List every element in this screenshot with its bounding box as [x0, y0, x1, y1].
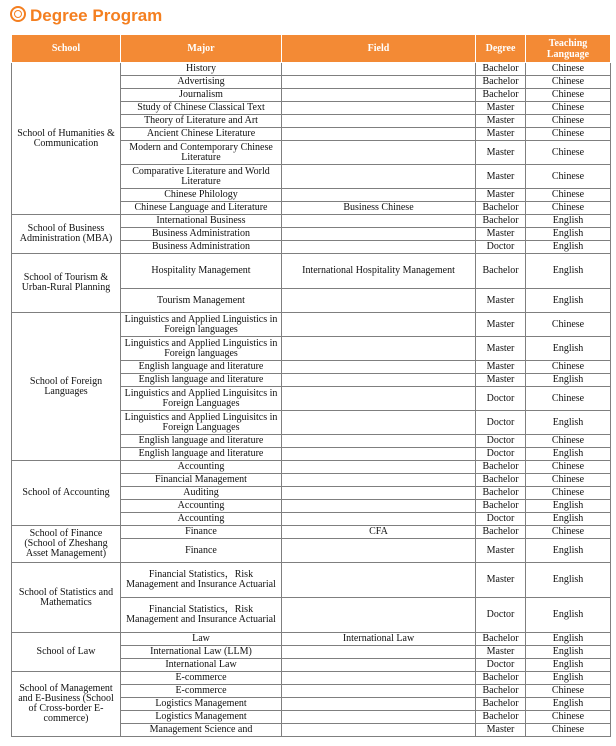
teaching-language-cell: English	[526, 374, 611, 387]
major-cell: Finance	[121, 539, 282, 563]
field-cell	[282, 241, 476, 254]
teaching-language-cell: English	[526, 598, 611, 633]
major-cell: Theory of Literature and Art	[121, 115, 282, 128]
degree-cell: Master	[476, 289, 526, 313]
field-cell: Business Chinese	[282, 202, 476, 215]
field-cell	[282, 215, 476, 228]
teaching-language-cell: Chinese	[526, 487, 611, 500]
degree-cell: Bachelor	[476, 698, 526, 711]
field-cell	[282, 724, 476, 737]
major-cell: E-commerce	[121, 685, 282, 698]
degree-cell: Bachelor	[476, 487, 526, 500]
teaching-language-cell: English	[526, 698, 611, 711]
table-row	[12, 313, 611, 337]
degree-cell: Doctor	[476, 659, 526, 672]
field-cell	[282, 513, 476, 526]
double-circle-icon	[10, 6, 26, 22]
field-cell	[282, 646, 476, 659]
field-cell	[282, 189, 476, 202]
table-row	[12, 526, 611, 539]
table-row	[12, 215, 611, 228]
teaching-language-cell: English	[526, 633, 611, 646]
teaching-language-cell: English	[526, 659, 611, 672]
field-cell: International Hospitality Management	[282, 254, 476, 289]
header-teaching-language: Teaching Language	[526, 35, 611, 63]
field-cell	[282, 165, 476, 189]
degree-cell: Master	[476, 724, 526, 737]
table-row	[12, 461, 611, 474]
field-cell	[282, 141, 476, 165]
teaching-language-cell: Chinese	[526, 461, 611, 474]
teaching-language-cell: Chinese	[526, 165, 611, 189]
major-cell: Tourism Management	[121, 289, 282, 313]
degree-cell: Bachelor	[476, 672, 526, 685]
major-cell: Modern and Contemporary Chinese Literature	[121, 141, 282, 165]
field-cell	[282, 128, 476, 141]
degree-cell: Bachelor	[476, 63, 526, 76]
teaching-language-cell: English	[526, 513, 611, 526]
degree-cell: Bachelor	[476, 526, 526, 539]
teaching-language-cell: Chinese	[526, 435, 611, 448]
teaching-language-cell: Chinese	[526, 361, 611, 374]
degree-cell: Bachelor	[476, 711, 526, 724]
teaching-language-cell: English	[526, 448, 611, 461]
field-cell	[282, 387, 476, 411]
field-cell	[282, 563, 476, 598]
school-cell: School of Accounting	[12, 461, 121, 526]
major-cell: E-commerce	[121, 672, 282, 685]
degree-cell: Master	[476, 102, 526, 115]
field-cell	[282, 487, 476, 500]
field-cell	[282, 539, 476, 563]
teaching-language-cell: Chinese	[526, 89, 611, 102]
degree-cell: Doctor	[476, 241, 526, 254]
teaching-language-cell: English	[526, 646, 611, 659]
major-cell: Financial Statistics，Risk Management and Insurance Actuarial	[121, 598, 282, 633]
teaching-language-cell: Chinese	[526, 685, 611, 698]
major-cell: Advertising	[121, 76, 282, 89]
major-cell: Journalism	[121, 89, 282, 102]
degree-cell: Master	[476, 228, 526, 241]
degree-cell: Bachelor	[476, 202, 526, 215]
degree-cell: Doctor	[476, 513, 526, 526]
field-cell	[282, 102, 476, 115]
teaching-language-cell: English	[526, 500, 611, 513]
degree-cell: Bachelor	[476, 254, 526, 289]
teaching-language-cell: Chinese	[526, 526, 611, 539]
teaching-language-cell: English	[526, 672, 611, 685]
teaching-language-cell: Chinese	[526, 76, 611, 89]
field-cell	[282, 698, 476, 711]
major-cell: Logistics Management	[121, 711, 282, 724]
degree-cell: Doctor	[476, 598, 526, 633]
field-cell	[282, 500, 476, 513]
major-cell: Accounting	[121, 500, 282, 513]
field-cell	[282, 361, 476, 374]
header-field: Field	[282, 35, 476, 63]
field-cell	[282, 435, 476, 448]
field-cell: CFA	[282, 526, 476, 539]
degree-cell: Doctor	[476, 435, 526, 448]
header-major: Major	[121, 35, 282, 63]
degree-cell: Master	[476, 374, 526, 387]
school-cell: School of Humanities & Communication	[12, 63, 121, 215]
major-cell: English language and literature	[121, 374, 282, 387]
degree-program-table	[11, 34, 611, 737]
major-cell: Comparative Literature and World Literature	[121, 165, 282, 189]
teaching-language-cell: Chinese	[526, 102, 611, 115]
major-cell: Financial Management	[121, 474, 282, 487]
school-cell: School of Law	[12, 633, 121, 672]
field-cell	[282, 598, 476, 633]
major-cell: Financial Statistics，Risk Management and Insurance Actuarial	[121, 563, 282, 598]
field-cell	[282, 89, 476, 102]
major-cell: Linguistics and Applied Linguistics in Foreign languages	[121, 337, 282, 361]
field-cell	[282, 685, 476, 698]
teaching-language-cell: English	[526, 228, 611, 241]
degree-cell: Doctor	[476, 387, 526, 411]
table-row	[12, 563, 611, 598]
school-cell: School of Finance (School of Zheshang Asset Management)	[12, 526, 121, 563]
major-cell: Study of Chinese Classical Text	[121, 102, 282, 115]
degree-cell: Master	[476, 115, 526, 128]
teaching-language-cell: Chinese	[526, 711, 611, 724]
field-cell	[282, 411, 476, 435]
degree-cell: Bachelor	[476, 461, 526, 474]
major-cell: Law	[121, 633, 282, 646]
teaching-language-cell: English	[526, 563, 611, 598]
major-cell: English language and literature	[121, 435, 282, 448]
major-cell: Linguistics and Applied Linguisitcs in Foreign Languages	[121, 411, 282, 435]
major-cell: Linguistics and Applied Linguisitcs in Foreign Languages	[121, 387, 282, 411]
teaching-language-cell: English	[526, 539, 611, 563]
teaching-language-cell: Chinese	[526, 63, 611, 76]
degree-cell: Master	[476, 361, 526, 374]
major-cell: English language and literature	[121, 361, 282, 374]
major-cell: English language and literature	[121, 448, 282, 461]
degree-cell: Master	[476, 646, 526, 659]
field-cell	[282, 672, 476, 685]
teaching-language-cell: English	[526, 337, 611, 361]
degree-cell: Bachelor	[476, 215, 526, 228]
field-cell	[282, 313, 476, 337]
field-cell	[282, 711, 476, 724]
degree-cell: Bachelor	[476, 633, 526, 646]
school-cell: School of Management and E-Business (School of Cross-border E-commerce)	[12, 672, 121, 737]
teaching-language-cell: English	[526, 241, 611, 254]
degree-cell: Bachelor	[476, 685, 526, 698]
school-cell: School of Foreign Languages	[12, 313, 121, 461]
teaching-language-cell: Chinese	[526, 313, 611, 337]
major-cell: Business Administration	[121, 241, 282, 254]
teaching-language-cell: Chinese	[526, 474, 611, 487]
degree-cell: Master	[476, 128, 526, 141]
major-cell: Ancient Chinese Literature	[121, 128, 282, 141]
teaching-language-cell: Chinese	[526, 387, 611, 411]
school-cell: School of Statistics and Mathematics	[12, 563, 121, 633]
degree-cell: Master	[476, 141, 526, 165]
degree-cell: Master	[476, 563, 526, 598]
major-cell: Auditing	[121, 487, 282, 500]
teaching-language-cell: Chinese	[526, 724, 611, 737]
teaching-language-cell: Chinese	[526, 128, 611, 141]
table-row	[12, 254, 611, 289]
field-cell	[282, 461, 476, 474]
degree-cell: Master	[476, 539, 526, 563]
degree-cell: Doctor	[476, 411, 526, 435]
header-school: School	[12, 35, 121, 63]
major-cell: History	[121, 63, 282, 76]
degree-cell: Doctor	[476, 448, 526, 461]
major-cell: Logistics Management	[121, 698, 282, 711]
degree-cell: Master	[476, 337, 526, 361]
major-cell: International Law (LLM)	[121, 646, 282, 659]
teaching-language-cell: Chinese	[526, 141, 611, 165]
field-cell	[282, 289, 476, 313]
field-cell	[282, 63, 476, 76]
field-cell	[282, 474, 476, 487]
major-cell: International Business	[121, 215, 282, 228]
degree-cell: Master	[476, 189, 526, 202]
field-cell	[282, 659, 476, 672]
teaching-language-cell: English	[526, 289, 611, 313]
field-cell	[282, 228, 476, 241]
major-cell: Business Administration	[121, 228, 282, 241]
major-cell: Accounting	[121, 461, 282, 474]
teaching-language-cell: Chinese	[526, 115, 611, 128]
major-cell: International Law	[121, 659, 282, 672]
major-cell: Linguistics and Applied Linguistics in Foreign languages	[121, 313, 282, 337]
degree-cell: Bachelor	[476, 89, 526, 102]
major-cell: Hospitality Management	[121, 254, 282, 289]
field-cell	[282, 337, 476, 361]
table-row	[12, 63, 611, 76]
header-degree: Degree	[476, 35, 526, 63]
field-cell	[282, 448, 476, 461]
table-row	[12, 672, 611, 685]
field-cell: International Law	[282, 633, 476, 646]
major-cell: Finance	[121, 526, 282, 539]
teaching-language-cell: Chinese	[526, 189, 611, 202]
field-cell	[282, 76, 476, 89]
page-title	[10, 5, 162, 27]
table-header-row	[12, 35, 611, 63]
major-cell: Accounting	[121, 513, 282, 526]
field-cell	[282, 115, 476, 128]
school-cell: School of Business Administration (MBA)	[12, 215, 121, 254]
major-cell: Chinese Language and Literature	[121, 202, 282, 215]
teaching-language-cell: English	[526, 411, 611, 435]
teaching-language-cell: English	[526, 254, 611, 289]
teaching-language-cell: Chinese	[526, 202, 611, 215]
major-cell: Chinese Philology	[121, 189, 282, 202]
table-row	[12, 633, 611, 646]
degree-cell: Master	[476, 313, 526, 337]
field-cell	[282, 374, 476, 387]
table-body	[12, 63, 611, 737]
school-cell: School of Tourism & Urban-Rural Planning	[12, 254, 121, 313]
degree-cell: Bachelor	[476, 76, 526, 89]
degree-cell: Master	[476, 165, 526, 189]
page-title-text: Degree Program	[30, 6, 163, 25]
major-cell: Management Science and	[121, 724, 282, 737]
teaching-language-cell: English	[526, 215, 611, 228]
degree-cell: Bachelor	[476, 474, 526, 487]
degree-cell: Bachelor	[476, 500, 526, 513]
